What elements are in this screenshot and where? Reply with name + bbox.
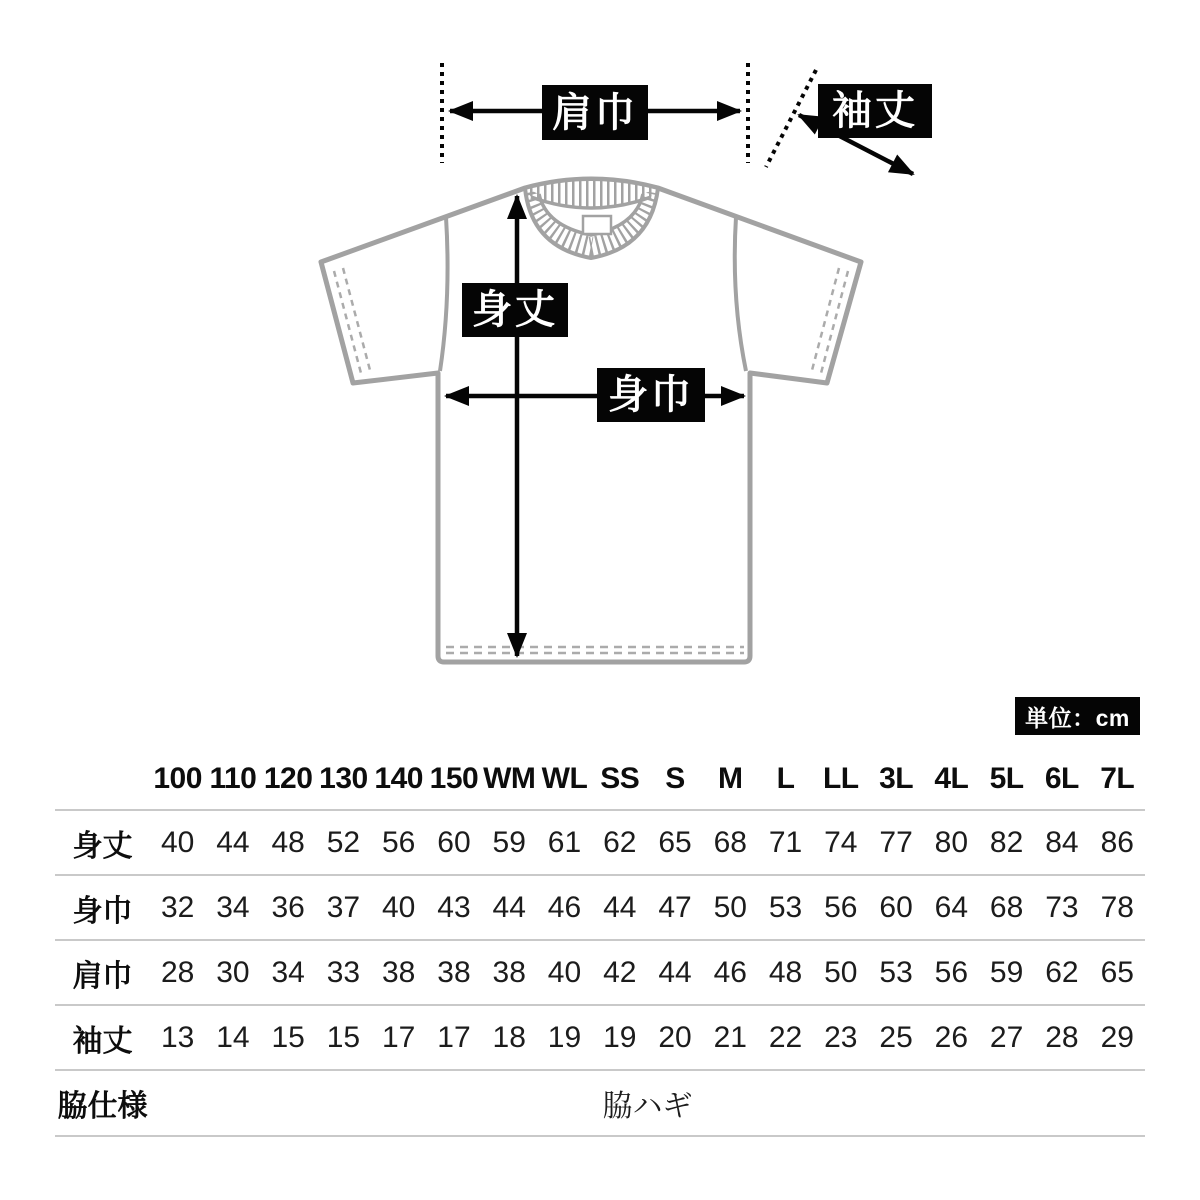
size-value-cell: 44 bbox=[658, 955, 692, 989]
size-value-cell: 38 bbox=[382, 955, 416, 989]
size-value-cell: 15 bbox=[326, 1020, 361, 1054]
size-value-cell: 60 bbox=[879, 890, 913, 924]
size-value-cell: 26 bbox=[934, 1020, 969, 1054]
size-value-cell: 68 bbox=[713, 825, 747, 859]
size-value-cell: 27 bbox=[989, 1020, 1024, 1054]
size-value-cell: 61 bbox=[547, 825, 582, 859]
size-value-cell: 44 bbox=[216, 825, 250, 859]
size-value-cell: 65 bbox=[1100, 955, 1134, 989]
size-value-cell: 38 bbox=[437, 955, 471, 989]
side-spec-row bbox=[55, 1070, 1145, 1136]
size-value-cell: 56 bbox=[382, 825, 416, 859]
size-value-cell: 46 bbox=[713, 955, 747, 989]
table-row bbox=[55, 875, 1145, 940]
size-spec-table bbox=[55, 749, 1145, 1137]
size-value-cell: 20 bbox=[658, 1020, 692, 1054]
size-value-cell: 34 bbox=[216, 890, 250, 924]
size-value-cell: 71 bbox=[768, 825, 803, 859]
size-value-cell: 68 bbox=[989, 890, 1024, 924]
size-table-wrap bbox=[55, 749, 1145, 1137]
size-value-cell: 62 bbox=[603, 825, 637, 859]
size-value-cell: 56 bbox=[824, 890, 858, 924]
size-value-cell: 14 bbox=[216, 1020, 250, 1054]
side-spec-value: 脇ハギ bbox=[602, 1090, 693, 1123]
size-column-header: WM bbox=[483, 762, 536, 795]
row-label: 袖丈 bbox=[72, 1024, 133, 1058]
size-column-header: S bbox=[665, 762, 685, 795]
size-value-cell: 17 bbox=[437, 1020, 471, 1054]
size-value-cell: 30 bbox=[216, 955, 250, 989]
size-value-cell: 32 bbox=[160, 890, 195, 924]
corner-cell bbox=[55, 749, 150, 810]
size-column-header: 4L bbox=[934, 762, 969, 795]
size-value-cell: 48 bbox=[271, 825, 305, 859]
size-column-header: 5L bbox=[989, 762, 1024, 795]
size-header-row bbox=[55, 749, 1145, 810]
size-value-cell: 73 bbox=[1045, 890, 1079, 924]
size-column-header: SS bbox=[600, 762, 640, 795]
size-column-header: 110 bbox=[209, 762, 257, 795]
size-value-cell: 25 bbox=[879, 1020, 913, 1054]
size-column-header: 120 bbox=[263, 762, 313, 795]
size-value-cell: 37 bbox=[326, 890, 361, 924]
size-value-cell: 53 bbox=[879, 955, 913, 989]
size-value-cell: 64 bbox=[934, 890, 969, 924]
body-length-label: 身丈 bbox=[462, 283, 568, 337]
size-column-header: WL bbox=[541, 762, 588, 795]
size-value-cell: 80 bbox=[934, 825, 969, 859]
size-value-cell: 84 bbox=[1045, 825, 1079, 859]
size-value-cell: 13 bbox=[160, 1020, 195, 1054]
size-value-cell: 17 bbox=[382, 1020, 416, 1054]
size-value-cell: 43 bbox=[437, 890, 471, 924]
size-value-cell: 52 bbox=[326, 825, 361, 859]
size-value-cell: 62 bbox=[1045, 955, 1079, 989]
size-value-cell: 59 bbox=[492, 825, 526, 859]
size-value-cell: 40 bbox=[382, 890, 416, 924]
size-value-cell: 28 bbox=[160, 955, 195, 989]
size-value-cell: 40 bbox=[160, 825, 195, 859]
size-value-cell: 82 bbox=[989, 825, 1024, 859]
size-value-cell: 22 bbox=[768, 1020, 803, 1054]
row-label: 身丈 bbox=[72, 829, 133, 863]
size-value-cell: 60 bbox=[437, 825, 471, 859]
size-value-cell: 65 bbox=[658, 825, 692, 859]
size-column-header: 130 bbox=[319, 762, 368, 795]
size-column-header: 6L bbox=[1044, 762, 1079, 795]
size-value-cell: 19 bbox=[603, 1020, 637, 1054]
sleeve-length-label: 袖丈 bbox=[818, 84, 932, 138]
size-value-cell: 33 bbox=[326, 955, 361, 989]
size-value-cell: 50 bbox=[824, 955, 858, 989]
body-width-label: 身巾 bbox=[597, 368, 705, 422]
size-column-header: M bbox=[718, 762, 743, 795]
size-value-cell: 38 bbox=[492, 955, 526, 989]
unit-badge: 単位：cm bbox=[1015, 697, 1140, 735]
size-value-cell: 21 bbox=[713, 1020, 747, 1054]
size-value-cell: 28 bbox=[1045, 1020, 1079, 1054]
row-label: 肩巾 bbox=[72, 959, 133, 993]
table-row bbox=[55, 810, 1145, 875]
row-label: 身巾 bbox=[72, 894, 133, 928]
size-value-cell: 44 bbox=[603, 890, 637, 924]
size-value-cell: 47 bbox=[658, 890, 692, 924]
size-value-cell: 40 bbox=[547, 955, 582, 989]
size-value-cell: 78 bbox=[1100, 890, 1134, 924]
size-value-cell: 18 bbox=[492, 1020, 526, 1054]
size-column-header: LL bbox=[822, 762, 859, 795]
size-value-cell: 86 bbox=[1100, 825, 1134, 859]
neck-label-tag bbox=[583, 216, 611, 234]
size-value-cell: 15 bbox=[271, 1020, 305, 1054]
size-column-header: 150 bbox=[429, 762, 479, 795]
size-value-cell: 34 bbox=[271, 955, 305, 989]
side-spec-label: 脇仕様 bbox=[57, 1090, 148, 1123]
size-value-cell: 50 bbox=[713, 890, 747, 924]
shoulder-width-label: 肩巾 bbox=[542, 85, 648, 140]
size-value-cell: 23 bbox=[824, 1020, 858, 1054]
size-value-cell: 46 bbox=[547, 890, 582, 924]
size-value-cell: 59 bbox=[989, 955, 1024, 989]
size-value-cell: 19 bbox=[547, 1020, 582, 1054]
size-value-cell: 48 bbox=[768, 955, 803, 989]
size-column-header: L bbox=[776, 762, 795, 795]
size-value-cell: 77 bbox=[879, 825, 913, 859]
size-column-header: 140 bbox=[374, 762, 423, 795]
size-value-cell: 74 bbox=[824, 825, 858, 859]
size-value-cell: 44 bbox=[492, 890, 526, 924]
size-value-cell: 56 bbox=[934, 955, 969, 989]
size-column-header: 100 bbox=[153, 762, 202, 795]
table-row bbox=[55, 1005, 1145, 1070]
table-row bbox=[55, 940, 1145, 1005]
size-column-header: 3L bbox=[879, 762, 914, 795]
size-column-header: 7L bbox=[1100, 762, 1135, 795]
size-value-cell: 53 bbox=[768, 890, 803, 924]
size-value-cell: 29 bbox=[1100, 1020, 1134, 1054]
size-value-cell: 36 bbox=[271, 890, 305, 924]
size-value-cell: 42 bbox=[603, 955, 637, 989]
